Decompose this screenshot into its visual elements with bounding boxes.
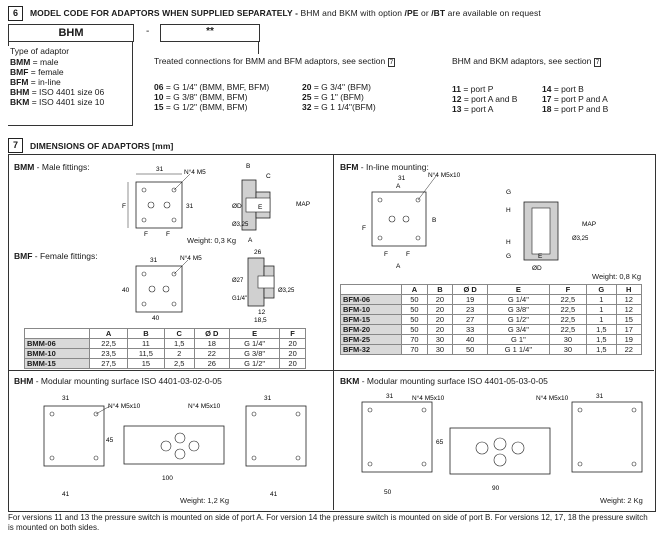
bmm-dim-f: F xyxy=(122,203,126,210)
table-header: A xyxy=(90,329,128,339)
table-header: E xyxy=(229,329,279,339)
table-header: B xyxy=(427,285,452,295)
bmm-dim-a: A xyxy=(248,237,253,244)
thread-code-item: 15 = G 1/2" (BMM, BFM) xyxy=(154,102,248,112)
bmf-n4-label: N°4 M5 xyxy=(180,255,202,262)
table-header: Ø D xyxy=(453,285,488,295)
model-code-option-box: ** xyxy=(160,24,260,42)
bhm-drawing xyxy=(14,388,330,498)
bfm-weight: Weight: 0,8 Kg xyxy=(592,272,642,281)
bfm-title: BFM - In-line mounting: xyxy=(340,162,429,172)
bfm-dim-b: B xyxy=(432,217,437,224)
adaptor-type-item: BFM = in-line xyxy=(10,77,61,87)
bkm-weight: Weight: 2 Kg xyxy=(600,496,643,505)
bmf-dim-185: 18,5 xyxy=(254,317,267,324)
port-code-item: 11 = port P xyxy=(452,84,494,94)
bhm-n4a: N°4 M5x10 xyxy=(108,403,141,410)
thread-code-item: 06 = G 1/4" (BMM, BMF, BFM) xyxy=(154,82,270,92)
bhm-title: BHM - Modular mounting surface ISO 4401-03-02-0-05 xyxy=(14,376,222,386)
bhm-n4b: N°4 M5x10 xyxy=(188,403,221,410)
bhm-dim-41a: 41 xyxy=(62,491,70,498)
bfm-dim-325: Ø3,25 xyxy=(572,236,589,242)
port-code-item: 17 = port P and A xyxy=(542,94,608,104)
threaded-connections-title: Treated connections for BMM and BFM adaptors, see section 7 xyxy=(154,56,394,66)
thread-code-item: 10 = G 3/8" (BMM, BFM) xyxy=(154,92,248,102)
table-row: BMM-10 23,5 11,5 2 22 G 3/8" 20 xyxy=(25,349,306,359)
port-code-item: 18 = port P and B xyxy=(542,104,609,114)
bhm-dim-45: 45 xyxy=(106,437,114,444)
bhm-dim-100: 100 xyxy=(162,475,173,482)
bkm-dim-31a: 31 xyxy=(386,393,394,400)
table-header: E xyxy=(488,285,550,295)
adaptor-type-label: Type of adaptor xyxy=(10,46,70,56)
adaptor-type-list xyxy=(10,57,104,107)
table-header: Ø D xyxy=(194,329,229,339)
bmm-dim-31: 31 xyxy=(156,166,164,173)
bfm-n4-label: N°4 M5x10 xyxy=(428,172,461,179)
table-header: C xyxy=(164,329,194,339)
table-header: H xyxy=(616,285,642,295)
table-header: G xyxy=(587,285,616,295)
bfm-dim-g2: G xyxy=(506,253,512,260)
bmm-drawing xyxy=(120,162,330,246)
table-header: F xyxy=(549,285,586,295)
bmf-dim-40-side: 40 xyxy=(122,287,130,294)
bfm-dim-e: E xyxy=(538,253,543,260)
bfm-drawing xyxy=(360,168,630,278)
bmf-dim-31: 31 xyxy=(150,257,158,264)
bfm-dim-f-bottom: F xyxy=(384,251,388,258)
port-codes-col1 xyxy=(452,84,517,114)
bmm-dimension-table xyxy=(24,328,306,369)
bmm-weight: Weight: 0,3 Kg xyxy=(187,236,237,245)
thread-codes-col2 xyxy=(302,82,376,112)
bkm-n4b: N°4 M5x10 xyxy=(536,395,569,402)
bhm-bkm-title: BHM and BKM adaptors, see section 7 xyxy=(452,56,600,66)
table-header xyxy=(25,329,90,339)
model-code-main-box: BHM xyxy=(8,24,134,42)
adaptor-type-item: BHM = ISO 4401 size 06 xyxy=(10,87,105,97)
bkm-dim-90: 90 xyxy=(492,485,500,492)
port-codes-col2 xyxy=(542,84,608,114)
table-row: BFM-20 50 20 33 G 3/4" 22,5 1,5 17 xyxy=(341,325,642,335)
adaptor-type-item: BMM = male xyxy=(10,57,59,67)
bmf-dim-12: 12 xyxy=(258,309,266,316)
bfm-map: MAP xyxy=(582,221,597,228)
section-6-number: 6 xyxy=(8,6,23,21)
section-7-number: 7 xyxy=(8,138,23,153)
bmf-dim-g14: G1/4" xyxy=(232,296,248,302)
bfm-dim-h2: H xyxy=(506,239,511,246)
bmm-map: MAP xyxy=(296,201,311,208)
bmf-drawing xyxy=(108,248,328,324)
bfm-dim-a-bottom: A xyxy=(396,263,401,270)
table-row: BMM-06 22,5 11 1,5 18 G 1/4" 20 xyxy=(25,339,306,349)
bmm-dim-325: Ø3,25 xyxy=(232,222,249,228)
bkm-drawing xyxy=(340,388,650,498)
section-7-title: DIMENSIONS OF ADAPTORS [mm] xyxy=(30,141,174,151)
bmm-dim-31-side: 31 xyxy=(186,203,194,210)
port-code-item: 12 = port A and B xyxy=(452,94,518,104)
bmf-dim-26: 26 xyxy=(254,249,262,256)
bmf-title: BMF - Female fittings: xyxy=(14,251,98,261)
table-row: BFM-15 50 20 27 G 1/2" 22,5 1 15 xyxy=(341,315,642,325)
bhm-dim-31b: 31 xyxy=(264,395,272,402)
bmm-dim-c: C xyxy=(266,173,271,180)
bkm-dim-50: 50 xyxy=(384,489,392,496)
adaptor-type-item: BKM = ISO 4401 size 10 xyxy=(10,97,105,107)
port-code-item: 13 = port A xyxy=(452,104,494,114)
bmf-dim-27: Ø27 xyxy=(232,278,244,284)
bhm-dim-41b: 41 xyxy=(270,491,278,498)
table-row: BFM-32 70 30 50 G 1 1/4" 30 1,5 22 xyxy=(341,345,642,355)
table-row: BFM-10 50 20 23 G 3/8" 22,5 1 12 xyxy=(341,305,642,315)
bmm-n4-label: N°4 M5 xyxy=(184,169,206,176)
bkm-n4a: N°4 M5x10 xyxy=(412,395,445,402)
model-code-dash: - xyxy=(146,26,150,37)
bkm-title: BKM - Modular mounting surface ISO 4401-05-03-0-05 xyxy=(340,376,548,386)
table-row: BMM-15 27,5 15 2,5 26 G 1/2" 20 xyxy=(25,359,306,369)
bhm-dim-31a: 31 xyxy=(62,395,70,402)
bkm-dim-65: 65 xyxy=(436,439,444,446)
bhm-weight: Weight: 1,2 Kg xyxy=(180,496,230,505)
table-header: A xyxy=(402,285,427,295)
bfm-dim-d: ØD xyxy=(532,265,542,272)
thread-code-item: 25 = G 1" (BFM) xyxy=(302,92,364,102)
bkm-dim-31b: 31 xyxy=(596,393,604,400)
bmf-dim-325: Ø3,25 xyxy=(278,288,295,294)
bmm-dim-d: ØD xyxy=(232,203,242,210)
bmm-dim-f-bottom2: F xyxy=(166,231,170,238)
bmm-title: BMM - Male fittings: xyxy=(14,162,90,172)
port-code-item: 14 = port B xyxy=(542,84,584,94)
thread-codes-col1 xyxy=(154,82,269,112)
bfm-dim-g: G xyxy=(506,189,512,196)
table-row: BFM-25 70 30 40 G 1" 30 1,5 19 xyxy=(341,335,642,345)
section-6-title: MODEL CODE FOR ADAPTORS WHEN SUPPLIED SEPARATELY - BHM and BKM with option /PE or /BT are available on request xyxy=(30,8,541,18)
table-row: BFM-06 50 20 19 G 1/4" 22,5 1 12 xyxy=(341,295,642,305)
footnote: For versions 11 and 13 the pressure switch is mounted on side of port A. For version 14 the pressure switch is mounted on side of port B. For versions 12, 17, 18 the pressure switch is mounted on both sides. xyxy=(8,513,648,532)
table-header: B xyxy=(128,329,165,339)
table-header: F xyxy=(280,329,306,339)
bmm-dim-e: E xyxy=(258,204,263,211)
thread-code-item: 32 = G 1 1/4"(BFM) xyxy=(302,102,376,112)
bmm-dim-b: B xyxy=(246,163,251,170)
adaptor-type-item: BMF = female xyxy=(10,67,64,77)
bmm-dim-f-bottom: F xyxy=(144,231,148,238)
bfm-dim-a-top: A xyxy=(396,183,401,190)
bfm-dimension-table xyxy=(340,284,642,355)
bmf-dim-40-bottom: 40 xyxy=(152,315,160,322)
bfm-dim-f: F xyxy=(362,225,366,232)
bfm-dim-h: H xyxy=(506,207,511,214)
bfm-dim-31: 31 xyxy=(398,175,406,182)
bfm-dim-f-bottom2: F xyxy=(406,251,410,258)
thread-code-item: 20 = G 3/4" (BFM) xyxy=(302,82,371,92)
table-header xyxy=(341,285,402,295)
